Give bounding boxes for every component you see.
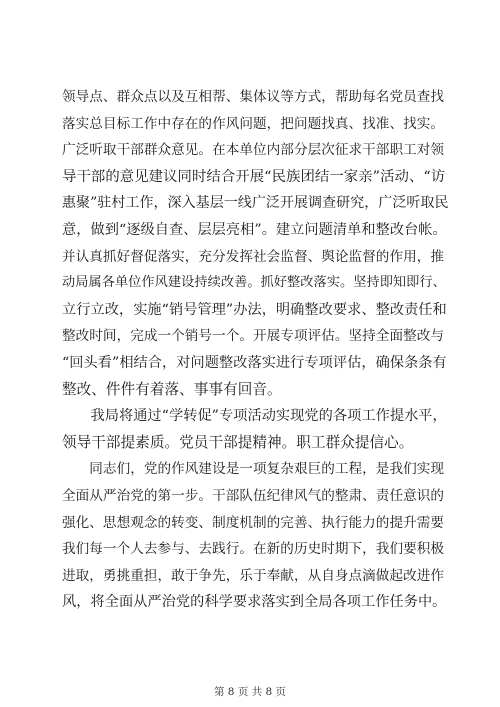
- text-line: 同志们，党的作风建设是一项复杂艰巨的工程，是我们实现: [62, 461, 445, 478]
- text-line: 惠聚”驻村工作，深入基层一线广泛开展调查研究，广泛听取民: [62, 195, 449, 212]
- text-line: 整改时间，完成一个销号一个。开展专项评估。坚持全面整改与: [62, 328, 445, 345]
- text-line: 导干部的意见建议同时结合开展“民族团结一家亲”活动、“访: [62, 168, 446, 185]
- text-line: 整改、件件有着落、事事有回音。: [62, 380, 282, 398]
- text-line: 强化、思想观念的转变、制度机制的完善、执行能力的提升需要: [62, 514, 445, 531]
- text-line: 全面从严治党的第一步。干部队伍纪律风气的整肃、责任意识的: [62, 487, 445, 504]
- text-line: 意，做到“逐级自查、层层亮相”。建立问题清单和整改台帐。: [62, 221, 447, 238]
- text-line: 风，将全面从严治党的科学要求落实到全局各项工作任务中。: [62, 594, 447, 611]
- page-footer: 第 8 页 共 8 页: [213, 686, 287, 698]
- text-line: 我们每一个人去参与、去践行。在新的历史时期下，我们要积极: [62, 541, 445, 558]
- text-line: 我局将通过“学转促”专项活动实现党的各项工作提水平，: [62, 408, 447, 425]
- text-line: 动局属各单位作风建设持续改善。抓好整改落实。坚持即知即行、: [62, 275, 446, 291]
- text-line: 立行立改，实施“销号管理”办法，明确整改要求、整改责任和: [62, 301, 447, 318]
- text-line: “回头看”相结合，对问题整改落实进行专项评估，确保条条有: [62, 354, 447, 371]
- text-line: 领导干部提素质。党员干部提精神。职工群众提信心。: [62, 433, 414, 451]
- text-line: 落实总目标工作中存在的作风问题，把问题找真、找准、找实。: [62, 115, 445, 132]
- text-line: 进取，勇挑重担，敢于争先，乐于奉献，从自身点滴做起改进作: [62, 567, 445, 584]
- text-line: 领导点、群众点以及互相帮、集体议等方式，帮助每名党员查找: [62, 89, 445, 105]
- document-body: [62, 84, 448, 616]
- text-line: 广泛听取干部群众意见。在本单位内部分层次征求干部职工对领: [62, 142, 445, 159]
- text-line: 并认真抓好督促落实，充分发挥社会监督、舆论监督的作用，推: [62, 248, 445, 265]
